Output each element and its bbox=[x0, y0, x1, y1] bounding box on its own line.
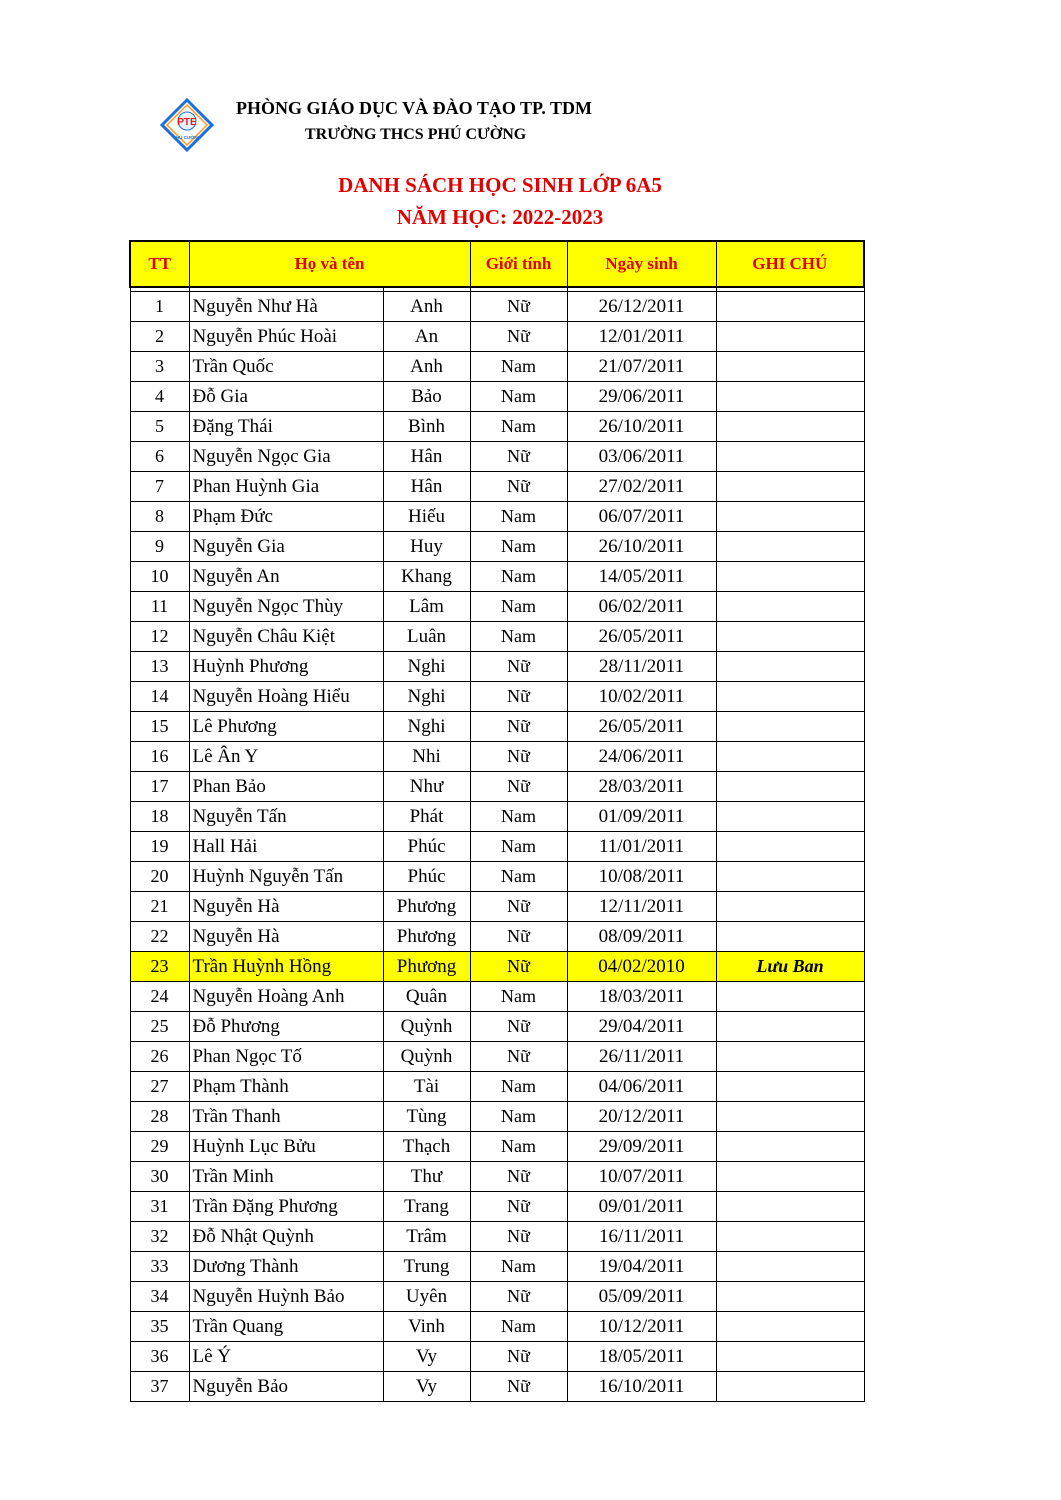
cell-note bbox=[716, 472, 864, 502]
cell-surname: Nguyễn Hà bbox=[189, 922, 383, 952]
cell-note bbox=[716, 1312, 864, 1342]
cell-tt: 26 bbox=[130, 1042, 189, 1072]
cell-date-of-birth: 21/07/2011 bbox=[567, 352, 716, 382]
table-row bbox=[130, 1372, 864, 1402]
cell-surname: Lê Ý bbox=[189, 1342, 383, 1372]
cell-surname: Huỳnh Lục Bửu bbox=[189, 1132, 383, 1162]
cell-gender: Nữ bbox=[470, 442, 567, 472]
cell-date-of-birth: 12/11/2011 bbox=[567, 892, 716, 922]
cell-tt: 9 bbox=[130, 532, 189, 562]
cell-note bbox=[716, 772, 864, 802]
cell-surname: Nguyễn Hà bbox=[189, 892, 383, 922]
cell-gender: Nữ bbox=[470, 292, 567, 322]
table-row bbox=[130, 1012, 864, 1042]
cell-given-name: Tài bbox=[383, 1072, 470, 1102]
cell-tt: 32 bbox=[130, 1222, 189, 1252]
cell-note bbox=[716, 1162, 864, 1192]
cell-given-name: Phúc bbox=[383, 832, 470, 862]
cell-gender: Nam bbox=[470, 412, 567, 442]
cell-given-name: Quỳnh bbox=[383, 1042, 470, 1072]
table-row bbox=[130, 322, 864, 352]
table-row bbox=[130, 292, 864, 322]
cell-tt: 28 bbox=[130, 1102, 189, 1132]
cell-gender: Nam bbox=[470, 382, 567, 412]
cell-tt: 33 bbox=[130, 1252, 189, 1282]
table-row bbox=[130, 862, 864, 892]
cell-note bbox=[716, 292, 864, 322]
cell-surname: Đỗ Phương bbox=[189, 1012, 383, 1042]
cell-surname: Phan Ngọc Tố bbox=[189, 1042, 383, 1072]
cell-note bbox=[716, 562, 864, 592]
cell-surname: Phạm Thành bbox=[189, 1072, 383, 1102]
cell-date-of-birth: 10/02/2011 bbox=[567, 682, 716, 712]
cell-note bbox=[716, 622, 864, 652]
table-body bbox=[130, 287, 864, 1402]
cell-given-name: Quỳnh bbox=[383, 1012, 470, 1042]
cell-given-name: Thư bbox=[383, 1162, 470, 1192]
cell-gender: Nam bbox=[470, 502, 567, 532]
cell-date-of-birth: 06/02/2011 bbox=[567, 592, 716, 622]
cell-given-name: Lâm bbox=[383, 592, 470, 622]
cell-date-of-birth: 18/03/2011 bbox=[567, 982, 716, 1012]
cell-tt: 25 bbox=[130, 1012, 189, 1042]
department-name: PHÒNG GIÁO DỤC VÀ ĐÀO TẠO TP. TDM bbox=[236, 98, 593, 118]
table-row bbox=[130, 652, 864, 682]
cell-note bbox=[716, 742, 864, 772]
table-row bbox=[130, 412, 864, 442]
table-header-row bbox=[130, 241, 864, 287]
cell-note bbox=[716, 712, 864, 742]
cell-given-name: Như bbox=[383, 772, 470, 802]
cell-tt: 11 bbox=[130, 592, 189, 622]
cell-gender: Nữ bbox=[470, 1372, 567, 1402]
cell-given-name: Phương bbox=[383, 922, 470, 952]
table-row bbox=[130, 742, 864, 772]
cell-given-name: Phương bbox=[383, 892, 470, 922]
cell-gender: Nữ bbox=[470, 712, 567, 742]
cell-tt: 20 bbox=[130, 862, 189, 892]
cell-gender: Nữ bbox=[470, 1042, 567, 1072]
cell-date-of-birth: 29/09/2011 bbox=[567, 1132, 716, 1162]
cell-date-of-birth: 12/01/2011 bbox=[567, 322, 716, 352]
cell-date-of-birth: 10/07/2011 bbox=[567, 1162, 716, 1192]
cell-tt: 1 bbox=[130, 292, 189, 322]
cell-given-name: Quân bbox=[383, 982, 470, 1012]
cell-gender: Nữ bbox=[470, 742, 567, 772]
cell-note bbox=[716, 532, 864, 562]
table-row bbox=[130, 592, 864, 622]
table-row bbox=[130, 952, 864, 982]
cell-date-of-birth: 26/10/2011 bbox=[567, 532, 716, 562]
cell-note bbox=[716, 382, 864, 412]
table-row bbox=[130, 502, 864, 532]
cell-given-name: Phát bbox=[383, 802, 470, 832]
cell-gender: Nữ bbox=[470, 1012, 567, 1042]
cell-surname: Nguyễn Phúc Hoài bbox=[189, 322, 383, 352]
cell-note bbox=[716, 442, 864, 472]
cell-date-of-birth: 04/02/2010 bbox=[567, 952, 716, 982]
table-row bbox=[130, 382, 864, 412]
table-row bbox=[130, 1312, 864, 1342]
cell-surname: Trần Thanh bbox=[189, 1102, 383, 1132]
cell-date-of-birth: 03/06/2011 bbox=[567, 442, 716, 472]
cell-given-name: Hiếu bbox=[383, 502, 470, 532]
cell-gender: Nam bbox=[470, 862, 567, 892]
cell-surname: Nguyễn Tấn bbox=[189, 802, 383, 832]
table-row bbox=[130, 1252, 864, 1282]
cell-date-of-birth: 11/01/2011 bbox=[567, 832, 716, 862]
header-gender: Giới tính bbox=[470, 241, 567, 287]
cell-date-of-birth: 28/03/2011 bbox=[567, 772, 716, 802]
header-tt: TT bbox=[130, 241, 189, 287]
cell-note bbox=[716, 322, 864, 352]
header-note: GHI CHÚ bbox=[716, 241, 864, 287]
cell-date-of-birth: 06/07/2011 bbox=[567, 502, 716, 532]
header-date-of-birth: Ngày sinh bbox=[567, 241, 716, 287]
cell-tt: 34 bbox=[130, 1282, 189, 1312]
cell-tt: 23 bbox=[130, 952, 189, 982]
table-row bbox=[130, 352, 864, 382]
cell-surname: Đặng Thái bbox=[189, 412, 383, 442]
cell-gender: Nam bbox=[470, 592, 567, 622]
cell-note bbox=[716, 1192, 864, 1222]
cell-given-name: Nghi bbox=[383, 652, 470, 682]
cell-gender: Nam bbox=[470, 352, 567, 382]
cell-given-name: Trâm bbox=[383, 1222, 470, 1252]
cell-note bbox=[716, 832, 864, 862]
cell-date-of-birth: 24/06/2011 bbox=[567, 742, 716, 772]
cell-surname: Trần Huỳnh Hồng bbox=[189, 952, 383, 982]
cell-gender: Nữ bbox=[470, 892, 567, 922]
table-row bbox=[130, 622, 864, 652]
table-row bbox=[130, 562, 864, 592]
cell-surname: Hall Hải bbox=[189, 832, 383, 862]
cell-gender: Nữ bbox=[470, 652, 567, 682]
cell-surname: Nguyễn Như Hà bbox=[189, 292, 383, 322]
cell-note bbox=[716, 1072, 864, 1102]
cell-given-name: Luân bbox=[383, 622, 470, 652]
cell-given-name: Hân bbox=[383, 472, 470, 502]
cell-gender: Nữ bbox=[470, 952, 567, 982]
cell-given-name: Vinh bbox=[383, 1312, 470, 1342]
cell-tt: 13 bbox=[130, 652, 189, 682]
cell-note bbox=[716, 1342, 864, 1372]
table-row bbox=[130, 472, 864, 502]
cell-note bbox=[716, 1012, 864, 1042]
cell-gender: Nam bbox=[470, 802, 567, 832]
cell-date-of-birth: 01/09/2011 bbox=[567, 802, 716, 832]
svg-text:PTE: PTE bbox=[177, 117, 197, 128]
cell-surname: Nguyễn Gia bbox=[189, 532, 383, 562]
student-table bbox=[129, 240, 865, 1402]
table-row bbox=[130, 532, 864, 562]
cell-note bbox=[716, 1102, 864, 1132]
cell-tt: 10 bbox=[130, 562, 189, 592]
cell-note bbox=[716, 982, 864, 1012]
cell-note bbox=[716, 1372, 864, 1402]
cell-note bbox=[716, 1132, 864, 1162]
cell-given-name: Nghi bbox=[383, 682, 470, 712]
cell-tt: 24 bbox=[130, 982, 189, 1012]
cell-gender: Nữ bbox=[470, 1192, 567, 1222]
cell-tt: 2 bbox=[130, 322, 189, 352]
cell-given-name: Huy bbox=[383, 532, 470, 562]
cell-gender: Nữ bbox=[470, 1342, 567, 1372]
table-row bbox=[130, 982, 864, 1012]
cell-tt: 18 bbox=[130, 802, 189, 832]
cell-tt: 7 bbox=[130, 472, 189, 502]
cell-gender: Nữ bbox=[470, 772, 567, 802]
table-row bbox=[130, 1042, 864, 1072]
table-row bbox=[130, 1072, 864, 1102]
cell-surname: Nguyễn Châu Kiệt bbox=[189, 622, 383, 652]
cell-tt: 5 bbox=[130, 412, 189, 442]
cell-tt: 6 bbox=[130, 442, 189, 472]
cell-gender: Nữ bbox=[470, 322, 567, 352]
cell-note bbox=[716, 412, 864, 442]
cell-note bbox=[716, 1042, 864, 1072]
cell-given-name: Phúc bbox=[383, 862, 470, 892]
cell-note bbox=[716, 802, 864, 832]
cell-date-of-birth: 29/04/2011 bbox=[567, 1012, 716, 1042]
cell-note bbox=[716, 922, 864, 952]
table-row bbox=[130, 682, 864, 712]
cell-given-name: Vy bbox=[383, 1342, 470, 1372]
cell-surname: Trần Minh bbox=[189, 1162, 383, 1192]
cell-surname: Dương Thành bbox=[189, 1252, 383, 1282]
cell-surname: Phan Bảo bbox=[189, 772, 383, 802]
cell-note bbox=[716, 892, 864, 922]
cell-tt: 16 bbox=[130, 742, 189, 772]
cell-note bbox=[716, 592, 864, 622]
cell-tt: 4 bbox=[130, 382, 189, 412]
cell-surname: Phan Huỳnh Gia bbox=[189, 472, 383, 502]
cell-given-name: Nhi bbox=[383, 742, 470, 772]
cell-gender: Nữ bbox=[470, 472, 567, 502]
cell-gender: Nam bbox=[470, 1102, 567, 1132]
cell-date-of-birth: 28/11/2011 bbox=[567, 652, 716, 682]
cell-date-of-birth: 26/11/2011 bbox=[567, 1042, 716, 1072]
cell-gender: Nam bbox=[470, 1132, 567, 1162]
cell-note bbox=[716, 502, 864, 532]
cell-surname: Đỗ Gia bbox=[189, 382, 383, 412]
logo-text: PHÚ CƯỜNG bbox=[172, 135, 202, 140]
cell-tt: 8 bbox=[130, 502, 189, 532]
cell-tt: 29 bbox=[130, 1132, 189, 1162]
cell-tt: 15 bbox=[130, 712, 189, 742]
cell-tt: 31 bbox=[130, 1192, 189, 1222]
cell-gender: Nữ bbox=[470, 1282, 567, 1312]
cell-given-name: Phương bbox=[383, 952, 470, 982]
cell-date-of-birth: 26/10/2011 bbox=[567, 412, 716, 442]
cell-tt: 27 bbox=[130, 1072, 189, 1102]
cell-date-of-birth: 14/05/2011 bbox=[567, 562, 716, 592]
cell-gender: Nam bbox=[470, 1252, 567, 1282]
header-full-name: Họ và tên bbox=[189, 241, 470, 287]
table-row bbox=[130, 1222, 864, 1252]
school-logo bbox=[160, 98, 214, 152]
cell-date-of-birth: 29/06/2011 bbox=[567, 382, 716, 412]
cell-given-name: An bbox=[383, 322, 470, 352]
cell-given-name: Bình bbox=[383, 412, 470, 442]
cell-given-name: Anh bbox=[383, 352, 470, 382]
cell-date-of-birth: 10/08/2011 bbox=[567, 862, 716, 892]
cell-date-of-birth: 27/02/2011 bbox=[567, 472, 716, 502]
cell-date-of-birth: 16/11/2011 bbox=[567, 1222, 716, 1252]
cell-gender: Nam bbox=[470, 982, 567, 1012]
cell-given-name: Khang bbox=[383, 562, 470, 592]
table-row bbox=[130, 922, 864, 952]
cell-note bbox=[716, 1252, 864, 1282]
cell-gender: Nữ bbox=[470, 1162, 567, 1192]
table-row bbox=[130, 442, 864, 472]
cell-surname: Trần Quang bbox=[189, 1312, 383, 1342]
cell-tt: 14 bbox=[130, 682, 189, 712]
table-row bbox=[130, 802, 864, 832]
cell-note bbox=[716, 652, 864, 682]
cell-date-of-birth: 16/10/2011 bbox=[567, 1372, 716, 1402]
cell-gender: Nam bbox=[470, 832, 567, 862]
cell-given-name: Bảo bbox=[383, 382, 470, 412]
cell-date-of-birth: 26/05/2011 bbox=[567, 712, 716, 742]
cell-gender: Nữ bbox=[470, 922, 567, 952]
cell-surname: Huỳnh Nguyễn Tấn bbox=[189, 862, 383, 892]
cell-surname: Nguyễn Huỳnh Bảo bbox=[189, 1282, 383, 1312]
cell-surname: Trần Đặng Phương bbox=[189, 1192, 383, 1222]
cell-date-of-birth: 08/09/2011 bbox=[567, 922, 716, 952]
cell-date-of-birth: 20/12/2011 bbox=[567, 1102, 716, 1132]
cell-tt: 35 bbox=[130, 1312, 189, 1342]
cell-gender: Nữ bbox=[470, 1222, 567, 1252]
cell-date-of-birth: 09/01/2011 bbox=[567, 1192, 716, 1222]
cell-given-name: Thạch bbox=[383, 1132, 470, 1162]
cell-date-of-birth: 05/09/2011 bbox=[567, 1282, 716, 1312]
table-row bbox=[130, 1162, 864, 1192]
cell-surname: Trần Quốc bbox=[189, 352, 383, 382]
cell-gender: Nam bbox=[470, 1312, 567, 1342]
cell-gender: Nam bbox=[470, 532, 567, 562]
school-year: NĂM HỌC: 2022-2023 bbox=[396, 205, 604, 229]
cell-gender: Nữ bbox=[470, 682, 567, 712]
cell-surname: Lê Ân Y bbox=[189, 742, 383, 772]
cell-note bbox=[716, 1282, 864, 1312]
cell-given-name: Nghi bbox=[383, 712, 470, 742]
cell-surname: Nguyễn An bbox=[189, 562, 383, 592]
cell-surname: Đỗ Nhật Quỳnh bbox=[189, 1222, 383, 1252]
table-row bbox=[130, 712, 864, 742]
cell-given-name: Anh bbox=[383, 292, 470, 322]
school-name: TRƯỜNG THCS PHÚ CƯỜNG bbox=[305, 126, 527, 143]
cell-surname: Nguyễn Hoàng Anh bbox=[189, 982, 383, 1012]
cell-surname: Lê Phương bbox=[189, 712, 383, 742]
table-row bbox=[130, 1282, 864, 1312]
table-row bbox=[130, 1102, 864, 1132]
cell-surname: Nguyễn Ngọc Thùy bbox=[189, 592, 383, 622]
cell-given-name: Trang bbox=[383, 1192, 470, 1222]
cell-date-of-birth: 10/12/2011 bbox=[567, 1312, 716, 1342]
cell-surname: Nguyễn Bảo bbox=[189, 1372, 383, 1402]
cell-date-of-birth: 18/05/2011 bbox=[567, 1342, 716, 1372]
table-row bbox=[130, 772, 864, 802]
cell-surname: Phạm Đức bbox=[189, 502, 383, 532]
cell-note bbox=[716, 682, 864, 712]
cell-surname: Huỳnh Phương bbox=[189, 652, 383, 682]
table-row bbox=[130, 1342, 864, 1372]
table-row bbox=[130, 1192, 864, 1222]
cell-given-name: Uyên bbox=[383, 1282, 470, 1312]
cell-date-of-birth: 26/12/2011 bbox=[567, 292, 716, 322]
cell-tt: 37 bbox=[130, 1372, 189, 1402]
cell-gender: Nam bbox=[470, 1072, 567, 1102]
cell-given-name: Tùng bbox=[383, 1102, 470, 1132]
cell-note bbox=[716, 1222, 864, 1252]
cell-given-name: Vy bbox=[383, 1372, 470, 1402]
cell-surname: Nguyễn Ngọc Gia bbox=[189, 442, 383, 472]
cell-date-of-birth: 19/04/2011 bbox=[567, 1252, 716, 1282]
document-title: DANH SÁCH HỌC SINH LỚP 6A5 bbox=[338, 173, 662, 197]
cell-date-of-birth: 04/06/2011 bbox=[567, 1072, 716, 1102]
cell-note bbox=[716, 352, 864, 382]
cell-tt: 36 bbox=[130, 1342, 189, 1372]
cell-tt: 22 bbox=[130, 922, 189, 952]
cell-note bbox=[716, 862, 864, 892]
cell-tt: 12 bbox=[130, 622, 189, 652]
cell-date-of-birth: 26/05/2011 bbox=[567, 622, 716, 652]
table-row bbox=[130, 892, 864, 922]
cell-tt: 17 bbox=[130, 772, 189, 802]
cell-tt: 19 bbox=[130, 832, 189, 862]
cell-given-name: Trung bbox=[383, 1252, 470, 1282]
table-row bbox=[130, 832, 864, 862]
cell-given-name: Hân bbox=[383, 442, 470, 472]
cell-surname: Nguyễn Hoàng Hiểu bbox=[189, 682, 383, 712]
cell-gender: Nam bbox=[470, 562, 567, 592]
cell-tt: 21 bbox=[130, 892, 189, 922]
cell-note: Lưu Ban bbox=[716, 952, 864, 982]
table-row bbox=[130, 1132, 864, 1162]
cell-tt: 30 bbox=[130, 1162, 189, 1192]
cell-gender: Nam bbox=[470, 622, 567, 652]
cell-tt: 3 bbox=[130, 352, 189, 382]
